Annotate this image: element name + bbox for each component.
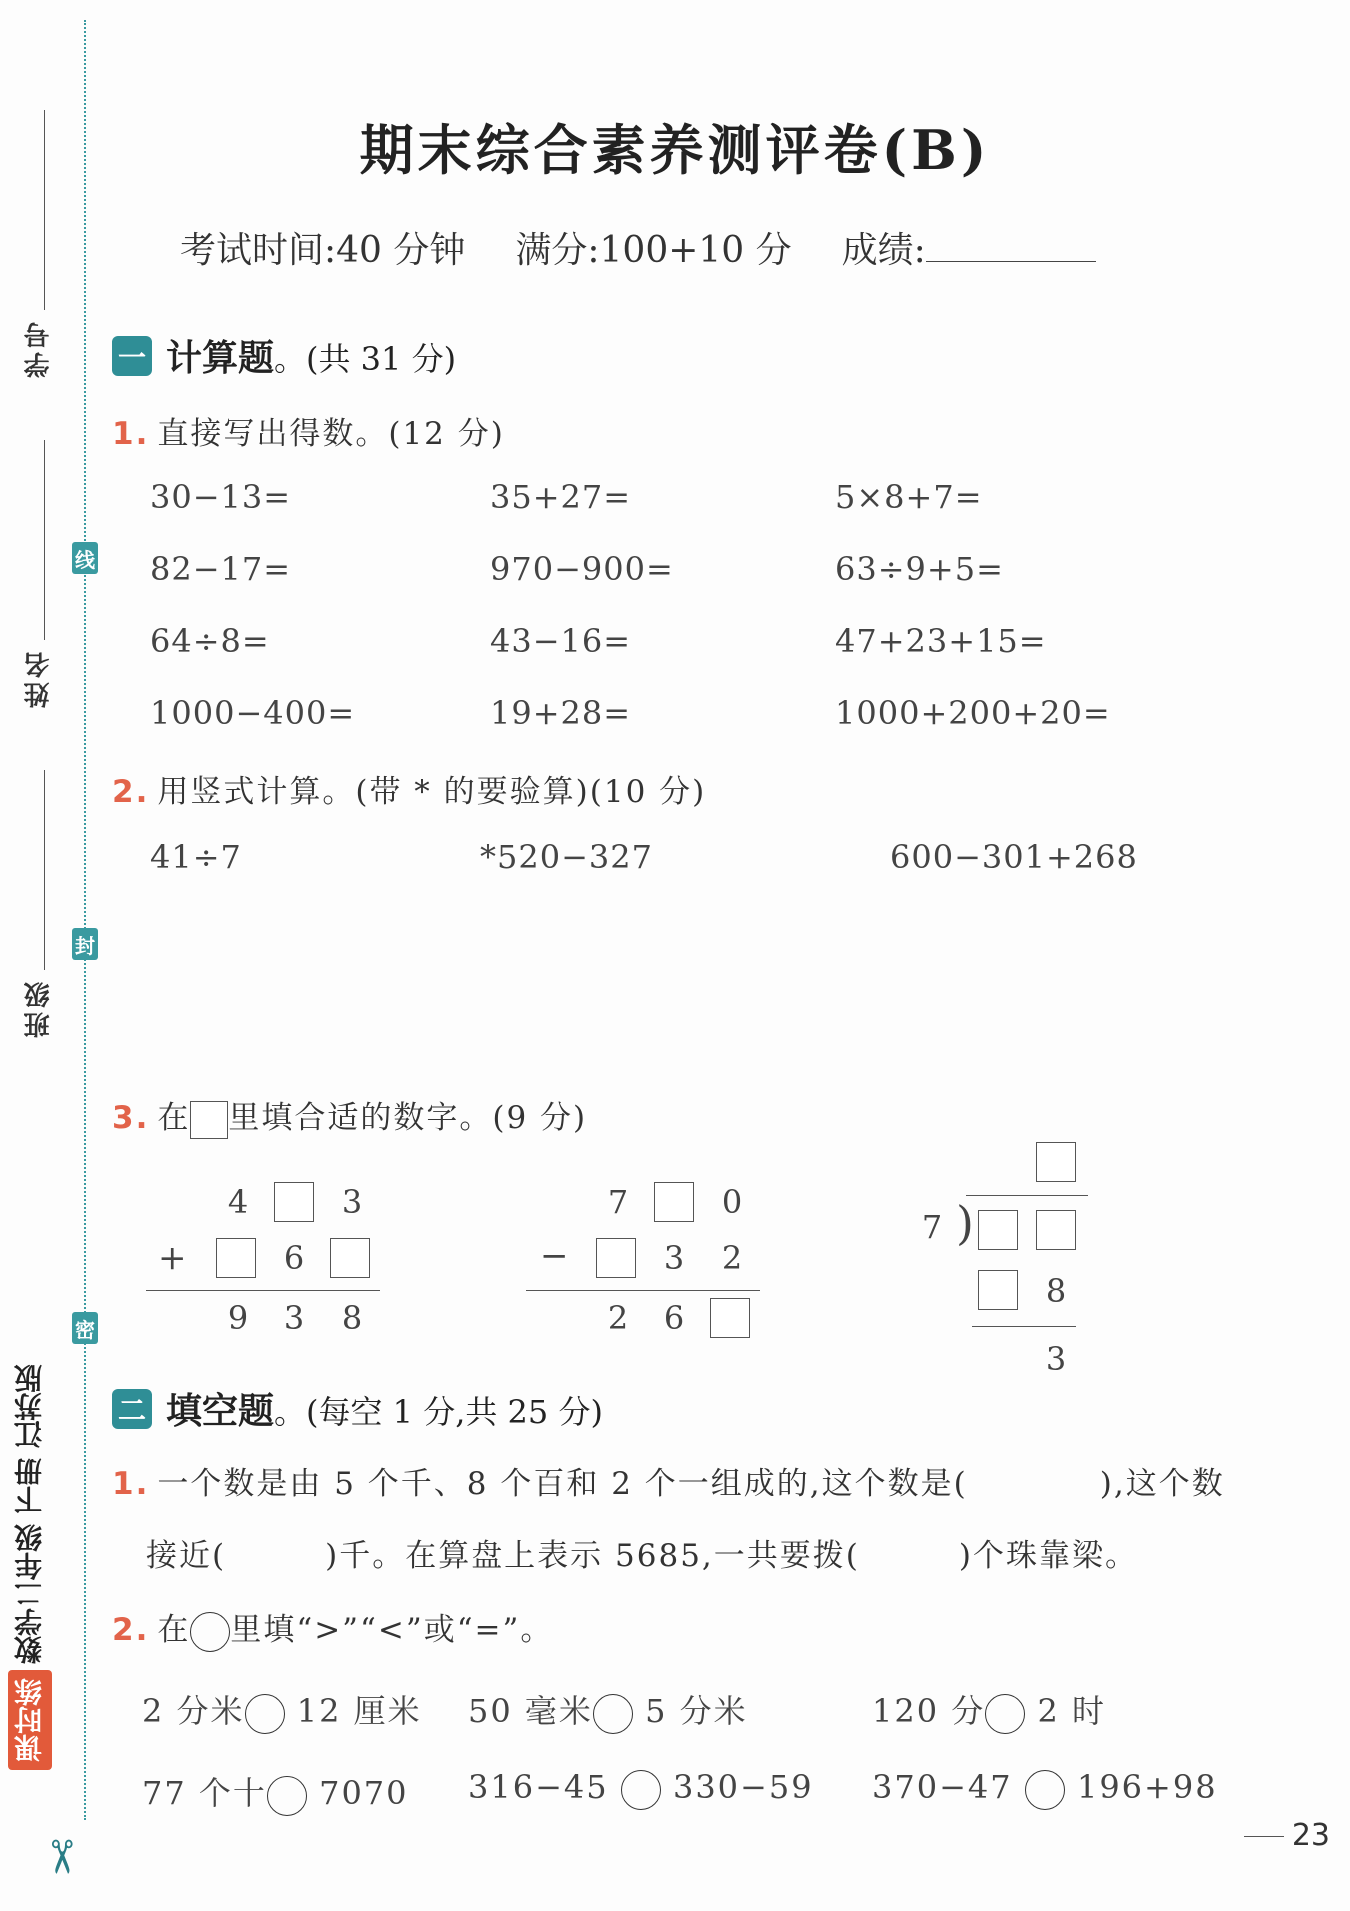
remainder-line (972, 1326, 1076, 1327)
compare-item (142, 1686, 422, 1734)
vertical-calc-item: 41÷7 (150, 838, 242, 876)
exam-meta (180, 222, 1096, 273)
section-1-score: 。(共 31 分) (274, 340, 457, 378)
compare-right: 2 时 (1037, 1692, 1106, 1730)
calc-item: 82−17= (150, 550, 292, 588)
section-1-title: 计算题 (166, 338, 275, 379)
digit: 2 (721, 1239, 743, 1277)
minus-sign: − (540, 1236, 569, 1276)
compare-left: 77 个十 (142, 1774, 267, 1812)
section-1-header (112, 330, 456, 381)
division-bar (966, 1195, 1088, 1196)
digit: 3 (283, 1299, 305, 1337)
digit-box[interactable] (654, 1182, 694, 1222)
calc-item: 1000−400= (150, 694, 356, 732)
student-no-label: 学号 (24, 318, 54, 378)
page-number (1244, 1818, 1330, 1853)
calc-item: 63÷9+5= (835, 550, 1004, 588)
series-band (12, 1090, 48, 1770)
question-2-2 (112, 1604, 553, 1652)
calc-item: 5×8+7= (835, 478, 983, 516)
digit: 8 (1045, 1272, 1067, 1310)
answer-box-icon (190, 1101, 228, 1139)
section-2-score: 。(每空 1 分,共 25 分) (274, 1393, 603, 1431)
question-number: 1. (112, 416, 150, 452)
name-rule (44, 440, 45, 640)
dividend-box[interactable] (1036, 1210, 1076, 1250)
question-number: 1. (112, 1466, 150, 1502)
class-rule (44, 770, 45, 970)
section-2-title: 填空题 (166, 1391, 275, 1432)
compare-item (468, 1686, 748, 1734)
page-number-dash (1244, 1836, 1284, 1837)
digit: 3 (663, 1239, 685, 1277)
page-number-text: 23 (1291, 1818, 1330, 1853)
digit-box[interactable] (274, 1182, 314, 1222)
compare-left: 50 毫米 (468, 1692, 593, 1730)
digit: 2 (607, 1299, 629, 1337)
digit: 6 (283, 1239, 305, 1277)
compare-item (142, 1768, 409, 1816)
digit-box[interactable] (596, 1238, 636, 1278)
sum-line (146, 1290, 380, 1291)
compare-left: 316−45 (468, 1768, 609, 1806)
question-text-before: 在 (157, 1612, 191, 1648)
question-text: 一个数是由 5 个千、8 个百和 2 个一组成的,这个数是( ),这个数 (157, 1466, 1225, 1502)
calc-item: 19+28= (490, 694, 632, 732)
division-bracket-icon: ) (956, 1196, 974, 1250)
score-blank[interactable] (926, 225, 1096, 262)
calc-item: 970−900= (490, 550, 674, 588)
section-1-badge: 一 (112, 336, 152, 376)
question-1-1 (112, 408, 505, 453)
question-text-continued: 接近( )千。在算盘上表示 5685,一共要拨( )个珠靠梁。 (146, 1538, 1138, 1574)
question-2-1 (112, 1458, 1225, 1503)
compare-circle[interactable] (593, 1694, 633, 1734)
quotient-box[interactable] (1036, 1142, 1076, 1182)
calc-item: 43−16= (490, 622, 632, 660)
question-number: 2. (112, 1612, 150, 1648)
compare-circle[interactable] (985, 1694, 1025, 1734)
question-number: 3. (112, 1100, 150, 1136)
series-grade: 数学二年级 下册 江苏版 (13, 1364, 46, 1664)
seal-tag-secret: 密 (72, 1312, 98, 1344)
compare-right: 330−59 (672, 1768, 814, 1806)
question-1-3 (112, 1092, 587, 1139)
calc-item: 64÷8= (150, 622, 270, 660)
digit: 7 (607, 1183, 629, 1221)
full-score: 满分:100+10 分 (515, 230, 792, 271)
compare-right: 7070 (319, 1774, 409, 1812)
scissors-icon: ✂ (34, 1837, 89, 1877)
calc-item: 47+23+15= (835, 622, 1047, 660)
divisor: 7 (921, 1208, 943, 1246)
compare-circle[interactable] (1025, 1770, 1065, 1810)
question-text-after: 里填合适的数字。(9 分) (228, 1100, 588, 1136)
digit: 4 (227, 1183, 249, 1221)
exam-title: 期末综合素养测评卷(B) (359, 118, 991, 182)
name-label: 姓名 (24, 648, 54, 708)
compare-right: 12 厘米 (296, 1692, 422, 1730)
compare-item (872, 1768, 1218, 1810)
question-number: 2. (112, 774, 150, 810)
remainder: 3 (1045, 1340, 1067, 1378)
question-1-2 (112, 766, 706, 811)
compare-left: 2 分米 (142, 1692, 245, 1730)
compare-circle[interactable] (267, 1776, 307, 1816)
calc-item: 30−13= (150, 478, 292, 516)
class-label: 班级 (24, 978, 54, 1038)
seal-tag-seal: 封 (72, 928, 98, 960)
section-2-badge: 二 (112, 1389, 152, 1429)
seal-tag-line: 线 (72, 542, 98, 574)
series-brand: 课时练 (8, 1670, 52, 1770)
question-text-after: 里填“>”“<”或“=”。 (230, 1612, 554, 1648)
digit-box[interactable] (216, 1238, 256, 1278)
compare-item (872, 1686, 1106, 1734)
exam-time: 考试时间:40 分钟 (180, 230, 466, 271)
plus-sign: + (158, 1238, 187, 1278)
cut-line (84, 20, 86, 1820)
digit: 8 (341, 1299, 363, 1337)
score-field (842, 222, 1096, 273)
calc-item: 35+27= (490, 478, 632, 516)
section-2-header (112, 1383, 603, 1434)
digit-box[interactable] (330, 1238, 370, 1278)
question-text: 直接写出得数。(12 分) (157, 416, 505, 452)
answer-circle-icon (190, 1612, 230, 1652)
question-text: 用竖式计算。(带 * 的要验算)(10 分) (157, 774, 707, 810)
digit: 6 (663, 1299, 685, 1337)
vertical-calc-item: 600−301+268 (890, 838, 1138, 876)
dividend-box[interactable] (978, 1210, 1018, 1250)
digit-box[interactable] (710, 1298, 750, 1338)
product-box[interactable] (978, 1270, 1018, 1310)
compare-item (468, 1768, 814, 1810)
difference-line (526, 1290, 760, 1291)
binding-margin (0, 0, 95, 1911)
compare-circle[interactable] (245, 1694, 285, 1734)
compare-circle[interactable] (621, 1770, 661, 1810)
calc-item: 1000+200+20= (835, 694, 1111, 732)
digit: 3 (341, 1183, 363, 1221)
question-text-before: 在 (157, 1100, 191, 1136)
compare-right: 5 分米 (645, 1692, 748, 1730)
digit: 0 (721, 1183, 743, 1221)
digit: 9 (227, 1299, 249, 1337)
score-label: 成绩: (841, 230, 926, 271)
compare-right: 196+98 (1076, 1768, 1218, 1806)
compare-left: 370−47 (872, 1768, 1013, 1806)
vertical-calc-item: *520−327 (480, 838, 653, 876)
compare-left: 120 分 (872, 1692, 986, 1730)
